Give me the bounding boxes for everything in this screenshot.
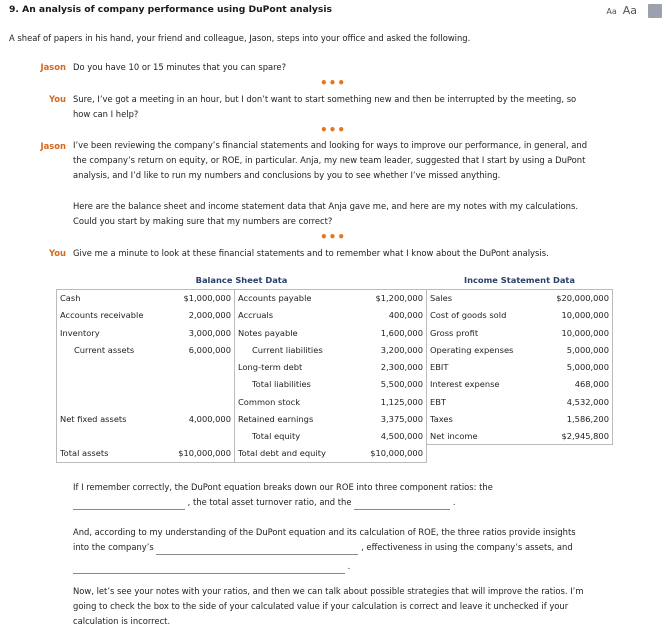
bookmark-icon[interactable] (648, 4, 662, 18)
balance-sheet-header: Balance Sheet Data (195, 275, 288, 286)
table-cell: 5,500,000 (349, 376, 427, 393)
table-row (57, 289, 613, 306)
table-cell (169, 393, 235, 410)
speaker-you: You (48, 94, 66, 104)
table-cell: Gross profit (430, 327, 479, 338)
speaker-you: You (48, 248, 66, 258)
dialogue-text: Do you have 10 or 15 minutes that you can spare? (73, 62, 287, 72)
table-cell (169, 428, 235, 445)
insight-blank-1[interactable] (156, 545, 358, 555)
income-statement-header: Income Statement Data (464, 275, 575, 286)
paragraph: And, according to my understanding of the DuPont equation and its calculation of ROE, the three ratios provide insights into the company’s , effectiveness in using the company’s assets, and . (73, 525, 643, 574)
ellipsis-divider: ••• (319, 123, 346, 137)
ellipsis-divider: ••• (319, 76, 346, 90)
table-cell (169, 358, 235, 375)
table-cell: Notes payable (238, 327, 298, 338)
table-cell (57, 428, 169, 445)
table-cell: Total assets (57, 445, 169, 462)
table-cell: Total debt and equity (235, 445, 349, 462)
table-cell: Operating expenses (430, 344, 514, 355)
table-cell: Net fixed assets (57, 410, 169, 427)
dialogue-text: I’ve been reviewing the company’s financial statements and looking for ways to improve our performance, in general, and the company’s return on equity, or ROE, in particular. Anja, my new team leader, suggested that I start by using a DuPont analysis, and I’d like to run my numbers and conclusions by you to see whether I’ve missed anything. (73, 140, 588, 180)
table-cell: Long-term debt (238, 362, 303, 373)
table-cell: 6,000,000 (169, 341, 235, 358)
table-cell: $10,000,000 (169, 445, 235, 462)
table-row (57, 393, 613, 410)
table-cell: Accounts payable (235, 289, 349, 306)
table-cell: EBT (430, 396, 447, 407)
paragraph: If I remember correctly, the DuPont equation breaks down our ROE into three component ratios: the , the total asset turnover ratio, and the . (73, 480, 643, 510)
table-row (57, 307, 613, 324)
financial-statements-table (56, 272, 613, 463)
table-row (57, 358, 613, 375)
table-cell: Accounts receivable (57, 307, 169, 324)
table-row (57, 341, 613, 358)
table-cell: $10,000,000 (349, 445, 427, 462)
table-cell: 3,200,000 (349, 341, 427, 358)
speaker-jason: Jason (40, 62, 66, 72)
ratio-blank-2[interactable] (354, 500, 450, 510)
table-cell: 3,375,000 (349, 410, 427, 427)
paragraph: Now, let’s see your notes with your ratios, and then we can talk about possible strategies that will improve the ratios. I’m going to check the box to the side of your calculated value if your calculation is correct and leave it unchecked if your calculation is incorrect. (73, 586, 584, 626)
table-cell (427, 445, 539, 462)
table-cell (57, 376, 169, 393)
font-larger-button[interactable]: Aa (622, 4, 637, 17)
table-cell: Cost of goods sold (430, 310, 507, 321)
table-cell (169, 376, 235, 393)
table-cell: Taxes (430, 414, 453, 425)
table-cell: 2,000,000 (169, 307, 235, 324)
table-cell: 1,586,200 (539, 410, 613, 427)
table-cell: 400,000 (349, 307, 427, 324)
table-cell: 4,000,000 (169, 410, 235, 427)
ratio-blank-1[interactable] (73, 500, 185, 510)
intro-text: A sheaf of papers in his hand, your friend and colleague, Jason, steps into your office and asked the following. (9, 33, 471, 43)
table-cell: 10,000,000 (539, 324, 613, 341)
table-row (57, 445, 613, 462)
table-cell: 10,000,000 (539, 307, 613, 324)
insight-blank-2[interactable] (73, 564, 345, 574)
table-cell: Current liabilities (252, 344, 323, 355)
table-cell: 5,000,000 (539, 358, 613, 375)
table-cell: 5,000,000 (539, 341, 613, 358)
font-smaller-button[interactable]: Aa (606, 7, 617, 16)
table-cell: Sales (427, 289, 539, 306)
font-size-controls (606, 4, 637, 17)
table-row (57, 376, 613, 393)
table-cell: Accruals (238, 310, 274, 321)
table-cell: $2,945,800 (539, 428, 613, 445)
table-cell: 4,500,000 (349, 428, 427, 445)
dialogue-text: Give me a minute to look at these financial statements and to remember what I know about the DuPont analysis. (73, 248, 549, 258)
table-cell: 1,125,000 (349, 393, 427, 410)
table-cell: EBIT (430, 362, 449, 373)
speaker-jason: Jason (40, 141, 66, 151)
table-cell: Total liabilities (252, 379, 311, 390)
table-cell (57, 358, 169, 375)
table-row (57, 410, 613, 427)
table-cell: 2,300,000 (349, 358, 427, 375)
table-cell: 4,532,000 (539, 393, 613, 410)
table-cell: $20,000,000 (539, 289, 613, 306)
dialogue-text: Here are the balance sheet and income statement data that Anja gave me, and here are my notes with my calculations. Could you start by making sure that my numbers are correct? (73, 201, 578, 226)
question-title: 9. An analysis of company performance using DuPont analysis (9, 4, 332, 15)
table-cell: Total equity (252, 431, 301, 442)
table-row (57, 428, 613, 445)
table-cell (57, 393, 169, 410)
table-cell: Inventory (57, 324, 169, 341)
table-cell: $1,200,000 (349, 289, 427, 306)
table-cell: Net income (427, 428, 539, 445)
table-cell: 1,600,000 (349, 324, 427, 341)
table-cell: Current assets (57, 341, 169, 358)
table-cell: Interest expense (430, 379, 500, 390)
ellipsis-divider: ••• (319, 230, 346, 244)
table-cell (539, 445, 613, 462)
table-cell: 3,000,000 (169, 324, 235, 341)
table-cell: Retained earnings (238, 414, 314, 425)
table-cell: $1,000,000 (169, 289, 235, 306)
table-row (57, 324, 613, 341)
table-cell: Common stock (238, 396, 301, 407)
table-cell: Cash (57, 289, 169, 306)
table-cell: 468,000 (539, 376, 613, 393)
dialogue-text: Sure, I’ve got a meeting in an hour, but I don’t want to start something new and then be interrupted by the meeting, so how can I help? (73, 94, 577, 119)
